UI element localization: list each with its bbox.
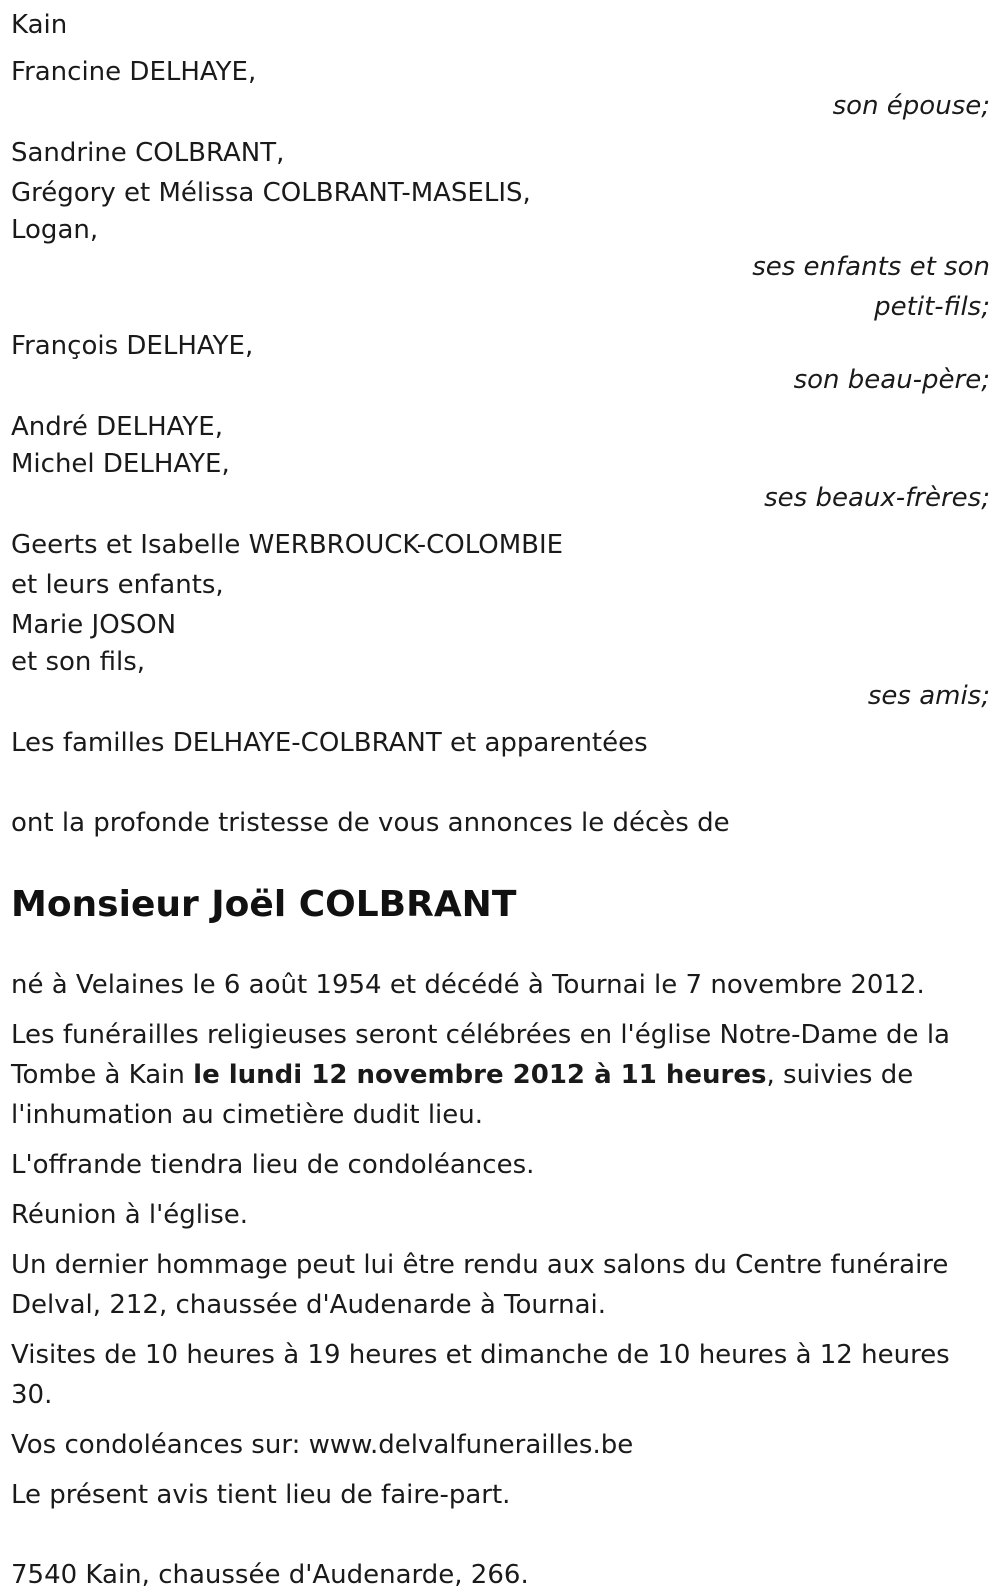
announcement-line: ont la profonde tristesse de vous annonces le décès de bbox=[11, 808, 730, 838]
friends-role: ses amis; bbox=[867, 681, 990, 711]
place-heading: Kain bbox=[11, 10, 68, 40]
children-role-line2: petit-fils; bbox=[874, 292, 990, 322]
friend-name: Marie JOSON bbox=[11, 610, 177, 640]
children-block bbox=[11, 133, 990, 327]
friend-name: et leurs enfants, bbox=[11, 570, 224, 600]
brother-in-law-name: Michel DELHAYE, bbox=[11, 449, 230, 479]
meeting-line: Réunion à l'église. bbox=[11, 1200, 249, 1230]
deceased-name: Monsieur Joël COLBRANT bbox=[11, 884, 517, 925]
child-name: Logan, bbox=[11, 215, 99, 245]
spouse-role: son épouse; bbox=[832, 91, 990, 121]
father-in-law-role: son beau-père; bbox=[793, 365, 990, 395]
funeral-text-after: , suivies de l'inhumation au cimetière dudit lieu. bbox=[11, 1060, 914, 1130]
brothers-in-law-role: ses beaux-frères; bbox=[764, 483, 990, 513]
condolences-line: Vos condoléances sur: www.delvalfunerailles.be bbox=[11, 1430, 634, 1460]
father-in-law-name: François DELHAYE, bbox=[11, 331, 254, 361]
brother-in-law-name: André DELHAYE, bbox=[11, 412, 223, 442]
spouse-block bbox=[11, 55, 990, 123]
visits-paragraph: Visites de 10 heures à 19 heures et dimanche de 10 heures à 12 heures 30. bbox=[11, 1340, 950, 1410]
funeral-date: le lundi 12 novembre 2012 à 11 heures bbox=[193, 1060, 767, 1090]
homage-paragraph: Un dernier hommage peut lui être rendu aux salons du Centre funéraire Delval, 212, chaussée d'Audenarde à Tournai. bbox=[11, 1250, 949, 1320]
child-name: Sandrine COLBRANT, bbox=[11, 138, 285, 168]
child-name: Grégory et Mélissa COLBRANT-MASELIS, bbox=[11, 178, 531, 208]
funeral-paragraph bbox=[11, 1015, 990, 1135]
address-line: 7540 Kain, chaussée d'Audenarde, 266. bbox=[11, 1560, 529, 1590]
obituary-notice bbox=[11, 5, 990, 1595]
children-role-line1: ses enfants et son bbox=[752, 252, 990, 282]
friend-name: et son fils, bbox=[11, 647, 146, 677]
birth-death-line: né à Velaines le 6 août 1954 et décédé à Tournai le 7 novembre 2012. bbox=[11, 970, 925, 1000]
offering-line: L'offrande tiendra lieu de condoléances. bbox=[11, 1150, 535, 1180]
families-line: Les familles DELHAYE-COLBRANT et apparentées bbox=[11, 728, 648, 758]
funeral-text-before: Les funérailles religieuses seront célébrées en l'église Notre-Dame de la Tombe à Kain bbox=[11, 1020, 950, 1090]
friend-name: Geerts et Isabelle WERBROUCK-COLOMBIE bbox=[11, 530, 564, 560]
spouse-name: Francine DELHAYE, bbox=[11, 57, 257, 87]
father-in-law-block bbox=[11, 329, 990, 397]
friends-block bbox=[11, 525, 990, 713]
brothers-in-law-block bbox=[11, 407, 990, 515]
notice-line: Le présent avis tient lieu de faire-part. bbox=[11, 1480, 511, 1510]
